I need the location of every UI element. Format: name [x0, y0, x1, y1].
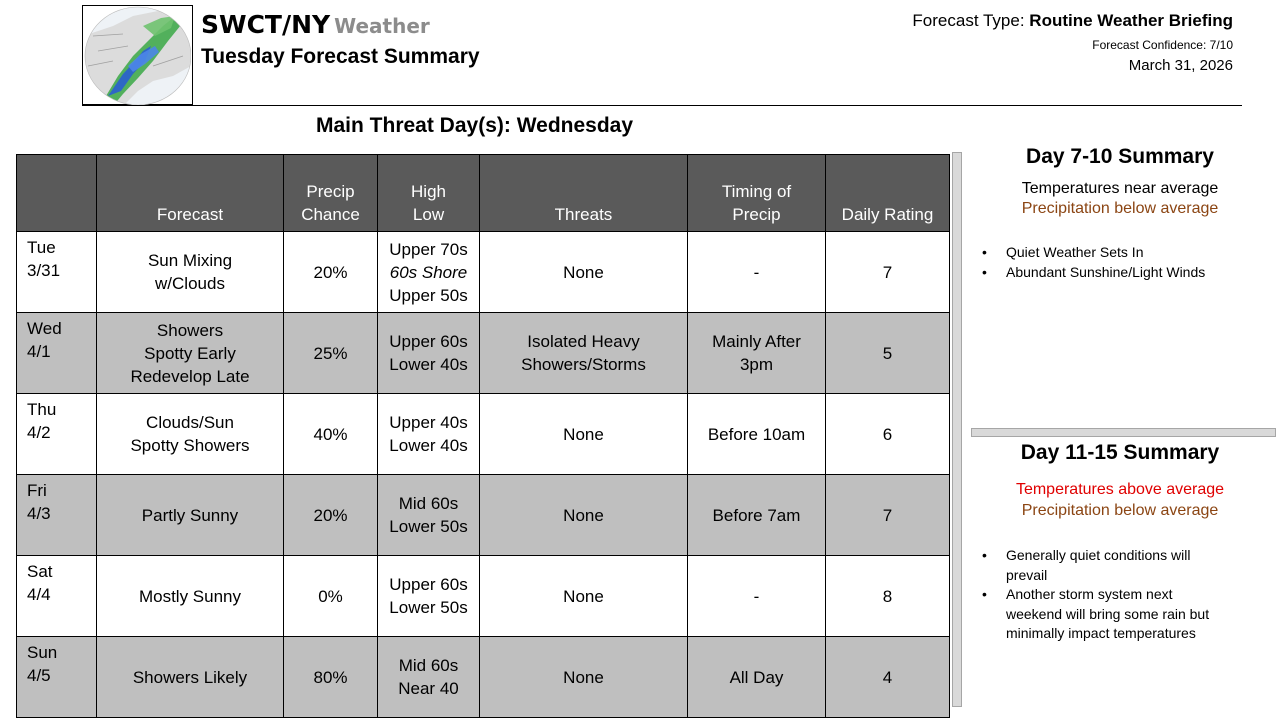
cell-threats: None [480, 394, 688, 475]
cell-rating: 7 [826, 475, 950, 556]
brand-title [201, 8, 430, 43]
cell-threats: Isolated Heavy Showers/Storms [480, 313, 688, 394]
main-threat-heading: Main Threat Day(s): Wednesday [316, 114, 634, 137]
day7-10-temperature: Temperatures near average [1021, 180, 1219, 197]
day7-10-bullets [976, 243, 1276, 282]
logo-box [82, 5, 192, 105]
header-divider-horizontal [82, 105, 1242, 106]
cell-day: Sun 4/5 [17, 637, 97, 718]
list-item: • Another storm system next weekend will bring some rain but minimally impact temperatures [976, 585, 1231, 644]
cell-rating: 7 [826, 232, 950, 313]
cell-timing: Mainly After 3pm [688, 313, 826, 394]
cell-timing: - [688, 556, 826, 637]
table-row [17, 475, 950, 556]
cell-forecast: Clouds/Sun Spotty Showers [97, 394, 284, 475]
day7-10-title: Day 7-10 Summary [1026, 145, 1214, 168]
cell-threats: None [480, 475, 688, 556]
cell-forecast: Sun Mixing w/Clouds [97, 232, 284, 313]
cell-high-low: Upper 40s Lower 40s [378, 394, 480, 475]
cell-rating: 6 [826, 394, 950, 475]
cell-precip: 0% [284, 556, 378, 637]
cell-precip: 80% [284, 637, 378, 718]
header-forecast: Forecast [97, 155, 284, 232]
cell-rating: 4 [826, 637, 950, 718]
table-row [17, 637, 950, 718]
cell-high-low: Mid 60s Near 40 [378, 637, 480, 718]
table-row [17, 232, 950, 313]
header-day [17, 155, 97, 232]
header-high-low: High Low [378, 155, 480, 232]
list-item: • Generally quiet conditions will prevail [976, 546, 1231, 585]
header-precip-chance: Precip Chance [284, 155, 378, 232]
forecast-type-value: Routine Weather Briefing [1029, 11, 1233, 30]
cell-high-low: Upper 60s Lower 50s [378, 556, 480, 637]
table-header-row [17, 155, 950, 232]
day11-15-temperature: Temperatures above average [1015, 481, 1225, 498]
cell-precip: 20% [284, 232, 378, 313]
page-subtitle: Tuesday Forecast Summary [201, 45, 480, 68]
table-row [17, 313, 950, 394]
list-item: • Abundant Sunshine/Light Winds [976, 263, 1276, 283]
cell-timing: All Day [688, 637, 826, 718]
cell-high-low: Upper 70s 60s Shore Upper 50s [378, 232, 480, 313]
day11-15-title: Day 11-15 Summary [1020, 441, 1220, 464]
horizontal-splitter[interactable] [971, 428, 1276, 437]
forecast-table [16, 154, 950, 718]
header-daily-rating: Daily Rating [826, 155, 950, 232]
cell-rating: 5 [826, 313, 950, 394]
cell-day: Sat 4/4 [17, 556, 97, 637]
vertical-scrollbar[interactable] [952, 152, 962, 707]
cell-timing: Before 7am [688, 475, 826, 556]
cell-threats: None [480, 556, 688, 637]
cell-day: Fri 4/3 [17, 475, 97, 556]
day11-15-precipitation: Precipitation below average [1021, 502, 1219, 519]
header-timing: Timing of Precip [688, 155, 826, 232]
cell-high-low: Upper 60s Lower 40s [378, 313, 480, 394]
cell-day: Tue 3/31 [17, 232, 97, 313]
cell-precip: 25% [284, 313, 378, 394]
list-item: • Quiet Weather Sets In [976, 243, 1276, 263]
cell-day: Wed 4/1 [17, 313, 97, 394]
cell-forecast: Showers Likely [97, 637, 284, 718]
forecast-type-label: Forecast Type: [912, 11, 1025, 30]
forecast-confidence: Forecast Confidence: 7/10 [1092, 38, 1233, 52]
cell-timing: Before 10am [688, 394, 826, 475]
cell-timing: - [688, 232, 826, 313]
day7-10-precipitation: Precipitation below average [1021, 200, 1219, 217]
cell-precip: 20% [284, 475, 378, 556]
cell-forecast: Partly Sunny [97, 475, 284, 556]
forecast-type [912, 11, 1233, 31]
day11-15-bullets [976, 546, 1231, 644]
header-divider-vertical [192, 5, 193, 106]
cell-forecast: Mostly Sunny [97, 556, 284, 637]
table-row [17, 394, 950, 475]
cell-high-low: Mid 60s Lower 50s [378, 475, 480, 556]
table-row [17, 556, 950, 637]
cell-precip: 40% [284, 394, 378, 475]
brand-subtitle: Weather [334, 14, 430, 38]
cell-rating: 8 [826, 556, 950, 637]
cell-threats: None [480, 232, 688, 313]
cell-forecast: Showers Spotty Early Redevelop Late [97, 313, 284, 394]
cell-day: Thu 4/2 [17, 394, 97, 475]
brand-name: SWCT/NY [201, 10, 331, 39]
radar-map-icon [83, 6, 191, 106]
forecast-date: March 31, 2026 [1128, 57, 1233, 74]
cell-threats: None [480, 637, 688, 718]
header-threats: Threats [480, 155, 688, 232]
